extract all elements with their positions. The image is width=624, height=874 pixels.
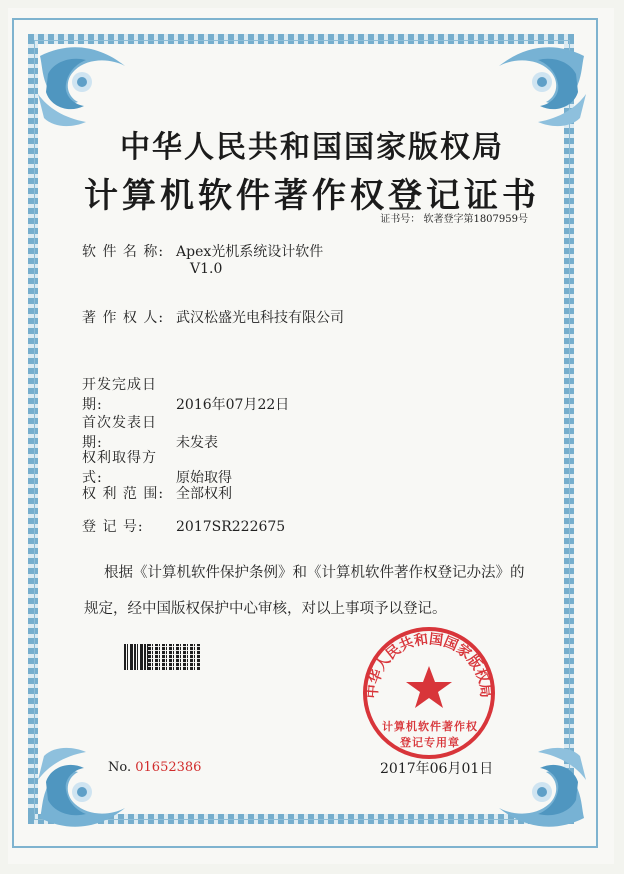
serial-prefix: No. — [108, 760, 132, 775]
field-label: 软 件 名 称: — [82, 244, 165, 260]
field-label: 首次发表日期: — [82, 415, 157, 451]
field-label: 权利取得方式: — [82, 450, 157, 486]
field-value: 2016年07月22日 — [176, 397, 290, 413]
field-value: 2017SR222675 — [176, 519, 286, 535]
field-registration-number — [82, 516, 285, 536]
certificate-title: 计算机软件著作权登记证书 — [84, 176, 540, 216]
field-software-name — [82, 241, 324, 277]
field-value: Apex光机系统设计软件 — [176, 244, 324, 260]
seal-text-line-1: 计算机软件著作权 — [382, 720, 478, 733]
field-first-publication-date — [82, 412, 218, 452]
statement-line-1: 根据《计算机软件保护条例》和《计算机软件著作权登记办法》的 — [104, 565, 525, 581]
field-copyright-owner — [82, 307, 344, 327]
field-acquisition-method — [82, 447, 232, 487]
field-value-version: V1.0 — [190, 261, 223, 277]
field-label: 著 作 权 人: — [82, 310, 165, 326]
issue-date: 2017年06月01日 — [380, 761, 494, 777]
serial-number: 01652386 — [135, 760, 202, 775]
issuing-authority-title: 中华人民共和国国家版权局 — [120, 130, 504, 165]
seal-arc-text: 中华人民共和国国家版权局 — [364, 631, 494, 700]
statement-line-2: 规定，经中国版权保护中心审核，对以上事项予以登记。 — [84, 601, 447, 617]
field-value: 武汉松盛光电科技有限公司 — [176, 310, 344, 326]
serial-number-row — [108, 760, 201, 775]
barcode-pattern — [148, 644, 200, 670]
field-label: 开发完成日期: — [82, 377, 157, 413]
field-value: 原始取得 — [176, 470, 232, 486]
field-completion-date — [82, 374, 289, 414]
field-label: 权 利 范 围: — [82, 486, 165, 502]
field-value: 全部权利 — [176, 486, 232, 502]
corner-ornament-bottom-left — [30, 728, 150, 838]
field-rights-scope — [82, 483, 232, 503]
field-label: 登 记 号: — [82, 519, 144, 535]
field-value: 未发表 — [176, 435, 218, 451]
certificate-number: 证书号： 软著登字第1807959号 — [380, 214, 528, 225]
seal-text-line-2: 登记专用章 — [400, 736, 460, 749]
